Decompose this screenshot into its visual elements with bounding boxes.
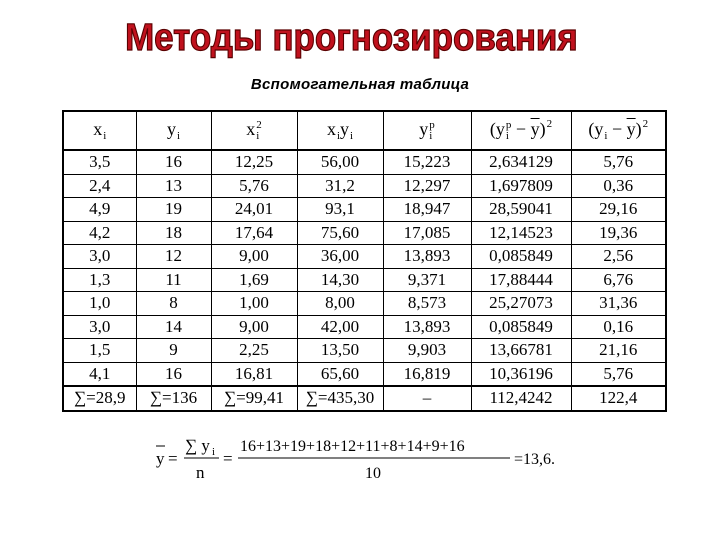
cell-yi: 9 <box>136 339 211 363</box>
cell-yi-p: 9,903 <box>383 339 471 363</box>
cell-xi: 4,2 <box>63 221 136 245</box>
cell-yi-p: 13,893 <box>383 245 471 269</box>
cell-yi: 8 <box>136 292 211 316</box>
cell-yi-p: 15,223 <box>383 150 471 174</box>
auxiliary-table <box>62 110 667 412</box>
cell-xi-yi: 31,2 <box>297 174 383 198</box>
header-yi-p: yp i <box>383 111 471 150</box>
header-xi-squared: x2 i <box>211 111 297 150</box>
cell-yi-minus-ybar-sq: 19,36 <box>571 221 666 245</box>
cell-xi-squared: 24,01 <box>211 198 297 222</box>
cell-xi-yi: 56,00 <box>297 150 383 174</box>
table-header-row <box>63 111 666 150</box>
svg-text:=: = <box>168 449 178 468</box>
sum-yi-minus-ybar-sq: 122,4 <box>571 386 666 411</box>
header-yip-minus-ybar-sq: (yp $i - \overline{y})^2$ <box>471 111 571 150</box>
sum-xi-squared: ∑=99,41 <box>211 386 297 411</box>
cell-yi-minus-ybar-sq: 0,36 <box>571 174 666 198</box>
cell-xi: 1,5 <box>63 339 136 363</box>
cell-xi-squared: 5,76 <box>211 174 297 198</box>
cell-yi-p: 8,573 <box>383 292 471 316</box>
cell-xi: 4,9 <box>63 198 136 222</box>
cell-yi: 19 <box>136 198 211 222</box>
cell-xi: 1,0 <box>63 292 136 316</box>
table-row <box>63 339 666 363</box>
formula-n: n <box>196 463 205 482</box>
cell-xi-yi: 42,00 <box>297 315 383 339</box>
cell-yip-minus-ybar-sq: 10,36196 <box>471 362 571 386</box>
table-row <box>63 362 666 386</box>
header-yi-minus-ybar-sq: $(y_i - \overline{y})^2$ <box>571 111 666 150</box>
sum-xi-yi: ∑=435,30 <box>297 386 383 411</box>
cell-xi-squared: 1,69 <box>211 268 297 292</box>
cell-yi: 16 <box>136 362 211 386</box>
cell-yi-p: 18,947 <box>383 198 471 222</box>
formula-sum-yi: ∑ y <box>185 436 210 455</box>
cell-yip-minus-ybar-sq: 0,085849 <box>471 245 571 269</box>
formula-expanded-numerator: 16+13+19+18+12+11+8+14+9+16 <box>240 438 465 455</box>
cell-yi-p: 17,085 <box>383 221 471 245</box>
cell-yi: 14 <box>136 315 211 339</box>
cell-xi-yi: 75,60 <box>297 221 383 245</box>
cell-yi-minus-ybar-sq: 5,76 <box>571 362 666 386</box>
table-row <box>63 150 666 174</box>
cell-yi-minus-ybar-sq: 2,56 <box>571 245 666 269</box>
formula-sum-sub: i <box>212 446 216 458</box>
cell-xi-yi: 93,1 <box>297 198 383 222</box>
cell-yi: 13 <box>136 174 211 198</box>
formula-result: =13,6. <box>514 451 556 468</box>
sum-yip-minus-ybar-sq: 112,4242 <box>471 386 571 411</box>
cell-xi: 3,0 <box>63 315 136 339</box>
table-row <box>63 221 666 245</box>
cell-xi: 3,5 <box>63 150 136 174</box>
sum-yi-p: – <box>383 386 471 411</box>
cell-xi-squared: 9,00 <box>211 315 297 339</box>
cell-yi-p: 9,371 <box>383 268 471 292</box>
table-row <box>63 292 666 316</box>
cell-yip-minus-ybar-sq: 17,88444 <box>471 268 571 292</box>
cell-yi-p: 12,297 <box>383 174 471 198</box>
cell-yip-minus-ybar-sq: 0,085849 <box>471 315 571 339</box>
cell-yi: 12 <box>136 245 211 269</box>
cell-xi: 4,1 <box>63 362 136 386</box>
cell-xi-yi: 36,00 <box>297 245 383 269</box>
cell-yi-minus-ybar-sq: 5,76 <box>571 150 666 174</box>
page-title <box>0 6 720 66</box>
cell-xi-squared: 17,64 <box>211 221 297 245</box>
header-xi: $x_i$ <box>63 111 136 150</box>
cell-xi: 1,3 <box>63 268 136 292</box>
cell-yi-minus-ybar-sq: 6,76 <box>571 268 666 292</box>
cell-yi-minus-ybar-sq: 29,16 <box>571 198 666 222</box>
cell-xi-yi: 14,30 <box>297 268 383 292</box>
cell-yi: 16 <box>136 150 211 174</box>
table-row <box>63 315 666 339</box>
sum-xi: ∑=28,9 <box>63 386 136 411</box>
cell-yip-minus-ybar-sq: 1,697809 <box>471 174 571 198</box>
cell-yip-minus-ybar-sq: 28,59041 <box>471 198 571 222</box>
cell-yip-minus-ybar-sq: 2,634129 <box>471 150 571 174</box>
cell-yi-minus-ybar-sq: 31,36 <box>571 292 666 316</box>
cell-yi: 18 <box>136 221 211 245</box>
cell-xi: 3,0 <box>63 245 136 269</box>
header-yi: $y_i$ <box>136 111 211 150</box>
sum-yi: ∑=136 <box>136 386 211 411</box>
cell-yip-minus-ybar-sq: 12,14523 <box>471 221 571 245</box>
cell-yi-minus-ybar-sq: 21,16 <box>571 339 666 363</box>
formula-expanded-denominator: 10 <box>365 465 381 482</box>
cell-yi-p: 13,893 <box>383 315 471 339</box>
table-sum-row <box>63 386 666 411</box>
table-row <box>63 174 666 198</box>
page-title-text: Методы прогнозирования <box>125 15 578 59</box>
cell-xi-squared: 9,00 <box>211 245 297 269</box>
cell-xi-squared: 12,25 <box>211 150 297 174</box>
cell-yip-minus-ybar-sq: 13,66781 <box>471 339 571 363</box>
table-caption: Вспомогательная таблица <box>250 76 470 93</box>
table-row <box>63 198 666 222</box>
mean-formula <box>152 432 592 488</box>
table-row <box>63 245 666 269</box>
cell-xi-yi: 13,50 <box>297 339 383 363</box>
svg-text:=: = <box>223 449 233 468</box>
cell-yi-p: 16,819 <box>383 362 471 386</box>
cell-xi-yi: 65,60 <box>297 362 383 386</box>
cell-xi-yi: 8,00 <box>297 292 383 316</box>
cell-xi-squared: 16,81 <box>211 362 297 386</box>
cell-xi: 2,4 <box>63 174 136 198</box>
formula-ybar: y <box>156 449 165 468</box>
table-row <box>63 268 666 292</box>
cell-yip-minus-ybar-sq: 25,27073 <box>471 292 571 316</box>
cell-xi-squared: 1,00 <box>211 292 297 316</box>
cell-xi-squared: 2,25 <box>211 339 297 363</box>
cell-yi-minus-ybar-sq: 0,16 <box>571 315 666 339</box>
header-xi-yi: $x_iy_i$ <box>297 111 383 150</box>
cell-yi: 11 <box>136 268 211 292</box>
